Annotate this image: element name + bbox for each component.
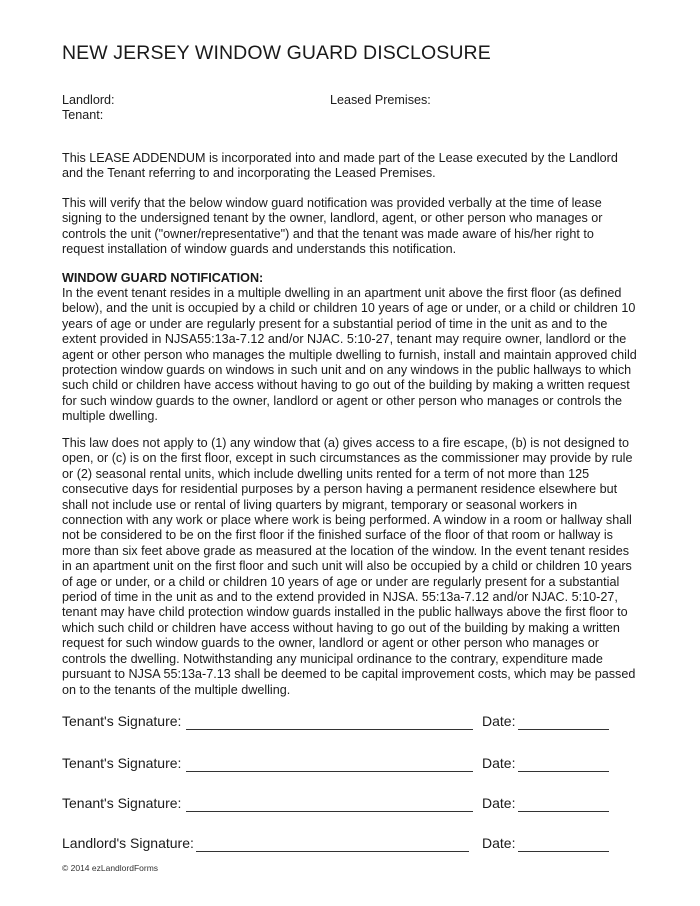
text-line: request for such window guards to the owner, landlord or agent or other person who manages or xyxy=(62,636,599,651)
tenant-signature-line-2[interactable] xyxy=(186,771,473,772)
tenant-signature-row-2 xyxy=(62,755,622,775)
document-title: NEW JERSEY WINDOW GUARD DISCLOSURE xyxy=(62,42,491,64)
tenant-signature-line-3[interactable] xyxy=(186,811,473,812)
text-line: agent or other person who manages the multiple dwelling to furnish, install and maintain approved child xyxy=(62,347,637,362)
text-line: which such child or children have access without having to go out of the building by making a written xyxy=(62,620,620,635)
text-line: not be considered to be on the first floor if the finished surface of the floor of that room or hallway is xyxy=(62,528,613,543)
text-line: tenant may have child protection window guards installed in the public hallways above the first floor to xyxy=(62,605,628,620)
text-line: below), and the unit is occupied by a child or children 10 years of age or under, or a child or children 10 xyxy=(62,301,636,316)
text-line: or (2) seasonal rental units, which include dwelling units rented for a term of not more than 125 xyxy=(62,466,590,481)
text-line: and the Tenant referring to and incorporating the Leased Premises. xyxy=(62,166,436,181)
text-line: consecutive days for residential purposes by a person having a permanent residence elsewhere but xyxy=(62,482,618,497)
text-line: multiple dwelling. xyxy=(62,409,158,424)
date-label: Date: xyxy=(482,795,516,811)
text-line: such child or children have access without having to go out of the building by making a written request xyxy=(62,378,630,393)
text-line: pursuant to NJSA 55:13a-7.13 shall be deemed to be capital improvement costs, which may be passed xyxy=(62,667,636,682)
text-line: controls the unit ("owner/representative") and that the tenant was made aware of his/her right to xyxy=(62,226,594,241)
tenant-date-line-2[interactable] xyxy=(518,771,609,772)
tenant-signature-row-3 xyxy=(62,795,622,815)
date-label: Date: xyxy=(482,755,516,771)
notification-paragraph xyxy=(62,286,662,425)
text-line: In the event tenant resides in a multiple dwelling in an apartment unit above the first floor (as defined xyxy=(62,286,622,300)
tenant-signature-row-1 xyxy=(62,713,622,733)
tenant-signature-line-1[interactable] xyxy=(186,729,473,730)
exceptions-paragraph xyxy=(62,436,662,698)
text-line: more than six feet above grade as measured at the location of the window. In the event tenant resides xyxy=(62,543,630,558)
text-line: signing to the undersigned tenant by the owner, landlord, agent, or other person who manages or xyxy=(62,211,603,226)
text-line: years of age or under are regularly present for a substantial period of time in the unit as and to the xyxy=(62,316,608,331)
tenant-date-line-1[interactable] xyxy=(518,729,609,730)
copyright-footer: © 2014 ezLandlordForms xyxy=(62,863,159,873)
addendum-paragraph xyxy=(62,151,662,182)
date-label: Date: xyxy=(482,713,516,729)
text-line: extent provided in NJSA55:13a-7.12 and/or NJAC. 5:10-27, tenant may require owner, landlord or the xyxy=(62,332,627,347)
text-line: shall not include use or rental of living quarters by migrant, temporary or seasonal workers in xyxy=(62,497,578,512)
text-line: This will verify that the below window guard notification was provided verbally at the time of lease xyxy=(62,196,602,210)
landlord-field-label: Landlord: xyxy=(62,93,115,107)
leased-premises-field-label: Leased Premises: xyxy=(330,93,431,107)
signature-label: Landlord's Signature: xyxy=(62,835,194,851)
signature-label: Tenant's Signature: xyxy=(62,795,182,811)
signature-label: Tenant's Signature: xyxy=(62,713,182,729)
signature-label: Tenant's Signature: xyxy=(62,755,182,771)
tenant-date-line-3[interactable] xyxy=(518,811,609,812)
text-line: protection window guards on windows in such unit and on any windows in the public hallways to which xyxy=(62,363,632,378)
landlord-signature-row xyxy=(62,835,622,855)
text-line: request installation of window guards and understands this notification. xyxy=(62,242,457,257)
text-line: of age or under, or a child or children 10 years of age or under are regularly present for a substantial xyxy=(62,574,620,589)
text-line: for such window guards to the owner, landlord or agent or other person who manages or controls the xyxy=(62,393,623,408)
text-line: connection with any work or place where work is being performed. A window in a room or hallway shall xyxy=(62,513,632,528)
text-line: on to the tenants of the multiple dwelling. xyxy=(62,682,291,697)
date-label: Date: xyxy=(482,835,516,851)
text-line: This LEASE ADDENDUM is incorporated into and made part of the Lease executed by the Landlord xyxy=(62,151,618,165)
notification-heading: WINDOW GUARD NOTIFICATION: xyxy=(62,271,264,285)
text-line: period of time in the unit as and to the extend provided in NJSA. 55:13a-7.12 and/or NJAC. 5:10-27, xyxy=(62,590,618,605)
landlord-signature-line[interactable] xyxy=(196,851,469,852)
text-line: This law does not apply to (1) any window that (a) gives access to a fire escape, (b) is not designed to xyxy=(62,436,630,450)
text-line: open, or (c) is on the first floor, except in such circumstances as the commissioner may provide by rule xyxy=(62,451,633,466)
tenant-field-label: Tenant: xyxy=(62,108,104,122)
text-line: in an apartment unit on the first floor and such unit will also be occupied by a child or children 10 years xyxy=(62,559,632,574)
text-line: controls the dwelling. Notwithstanding any municipal ordinance to the contrary, expenditure made xyxy=(62,651,603,666)
verification-paragraph xyxy=(62,196,662,258)
landlord-date-line[interactable] xyxy=(518,851,609,852)
